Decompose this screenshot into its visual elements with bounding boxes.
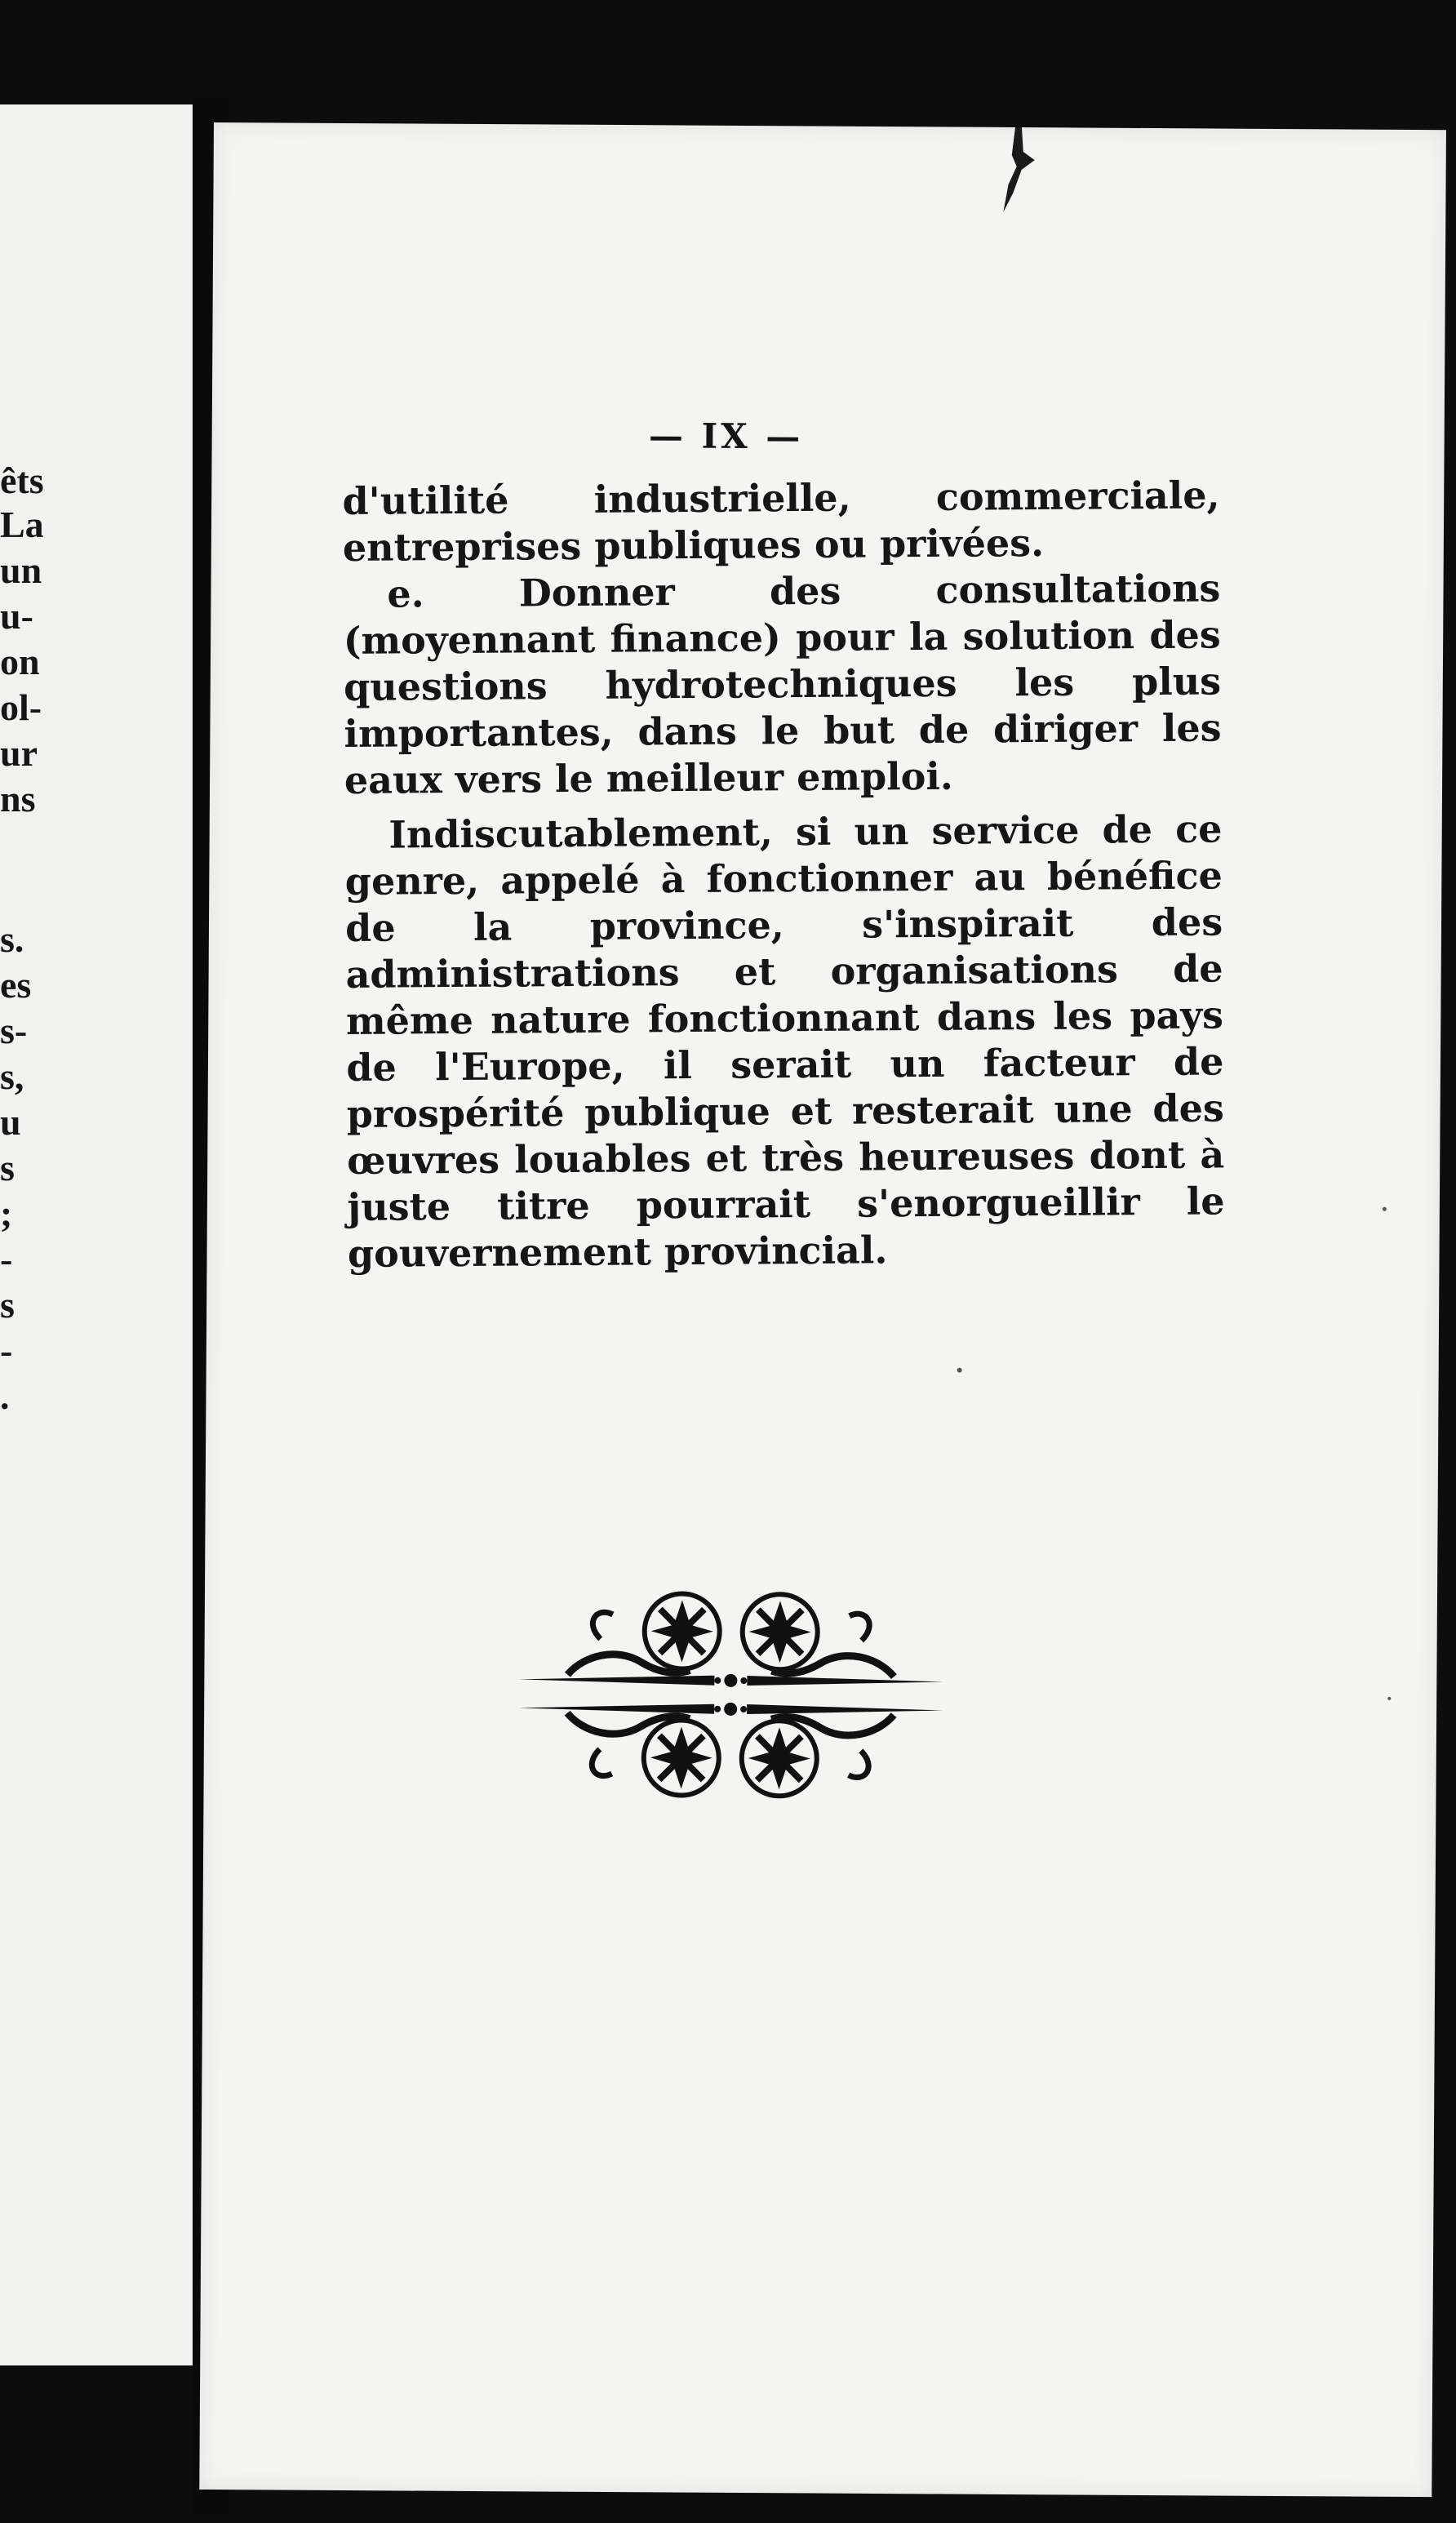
left-page-fragment: La: [0, 504, 44, 545]
paragraph: e. Donner des consultations (moyennant finance) pour la solution des questions hydrotechniques les plus importantes, dans le but de diriger les eaux vers le meilleur emploi.: [343, 566, 1222, 802]
left-page-fragment: u-: [0, 595, 33, 637]
left-page-fragment: ur: [0, 732, 38, 774]
left-page-fragment: ns: [0, 778, 36, 820]
paragraph: d'utilité industrielle, commerciale, entreprises publiques ou privées.: [342, 473, 1220, 570]
page-number: — IX —: [648, 415, 804, 457]
body-text: [342, 472, 1225, 1277]
left-page-fragment: s: [0, 1147, 15, 1188]
left-page-fragment: -: [0, 1238, 13, 1280]
floral-ornament-icon: [517, 1589, 943, 1816]
left-page-margin: [0, 104, 193, 2365]
paragraph: Indiscutablement, si un service de ce genre, appelé à fonctionner au bénéfice de la province, s'inspirait des administrations et organisations de même nature fonctionnant dans les pays de l'Europe, il serait un facteur de prospérité publique et resterait une des œuvres louables et très heureuses dont à juste titre pourrait s'enorgueillir le gouvernement provincial.: [344, 806, 1225, 1276]
left-page-fragment: .: [0, 1375, 10, 1417]
ink-mark-icon: [997, 127, 1038, 217]
left-page-fragment: u: [0, 1101, 21, 1143]
dust-speck: [1387, 1697, 1391, 1700]
left-page-fragment: s-: [0, 1010, 28, 1051]
left-page-fragment: êts: [0, 460, 44, 501]
left-page-fragment: es: [0, 964, 32, 1006]
book-page: [199, 122, 1446, 2497]
left-page-fragment: on: [0, 641, 40, 682]
left-page-fragment: un: [0, 549, 42, 591]
left-page-fragment: ;: [0, 1193, 13, 1234]
left-page-fragment: s: [0, 1284, 15, 1326]
left-page-fragment: ol-: [0, 686, 42, 728]
left-page-fragment: -: [0, 1330, 13, 1371]
left-page-fragment: s,: [0, 1055, 24, 1097]
dust-speck: [957, 1368, 962, 1373]
dust-speck: [1383, 1207, 1387, 1211]
left-page-fragment: s.: [0, 918, 24, 960]
